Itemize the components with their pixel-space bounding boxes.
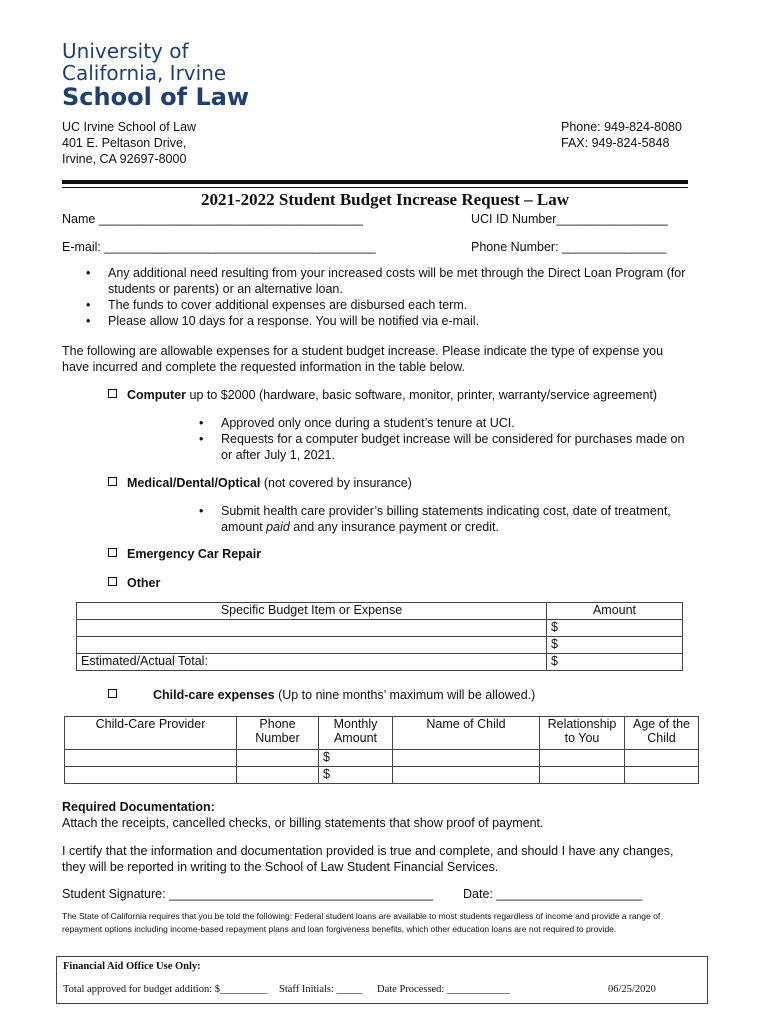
bullet-item: • Approved only once during a student’s tenure at UCI. xyxy=(199,415,691,431)
computer-checkbox[interactable] xyxy=(108,389,117,398)
phone-number-field[interactable]: Phone Number: _______________ xyxy=(471,240,667,254)
childcare-cell[interactable] xyxy=(393,767,540,784)
medical-bullets xyxy=(199,503,691,535)
table-row xyxy=(77,654,683,671)
required-docs xyxy=(62,799,544,831)
childcare-checkbox[interactable] xyxy=(108,689,117,698)
header-rule-thick xyxy=(62,180,688,184)
budget-total-cell[interactable]: $ xyxy=(547,654,683,671)
table-row xyxy=(77,603,683,620)
childcare-header-relationship: Relationship to You xyxy=(540,717,625,750)
childcare-header-amount: Monthly Amount xyxy=(319,717,393,750)
table-row xyxy=(65,767,699,784)
emergency-option[interactable] xyxy=(108,546,261,562)
office-use-box xyxy=(56,956,708,1004)
intro-text: The following are allowable expenses for a student budget increase. Please indicate the type of expense you have incurred and complete the requested information in the table below. xyxy=(62,344,664,374)
childcare-amount-cell[interactable]: $ xyxy=(319,750,393,767)
childcare-desc: (Up to nine months’ maximum will be allowed.) xyxy=(274,688,536,702)
address-block xyxy=(62,119,196,167)
childcare-cell[interactable] xyxy=(237,750,319,767)
emergency-checkbox[interactable] xyxy=(108,548,117,557)
name-field[interactable]: Name ______________________________________ xyxy=(62,212,363,226)
medical-desc: (not covered by insurance) xyxy=(260,476,412,490)
date-processed-field[interactable]: Date Processed: ____________ xyxy=(377,984,510,995)
budget-header-amount: Amount xyxy=(547,603,683,620)
childcare-option[interactable] xyxy=(108,687,535,703)
email-field[interactable]: E-mail: _______________________________________ xyxy=(62,240,376,254)
computer-desc: up to $2000 (hardware, basic software, monitor, printer, warranty/service agreement) xyxy=(186,388,658,402)
page-title: 2021-2022 Student Budget Increase Request – Law xyxy=(200,190,570,209)
logo-line-3: School of Law xyxy=(62,83,250,111)
bullet-item: • Any additional need resulting from your increased costs will be met through the Direct Loan Program (for students or parents) or an alternative loan. xyxy=(86,265,696,297)
logo-line-2: California, Irvine xyxy=(62,61,227,85)
medical-checkbox[interactable] xyxy=(108,477,117,486)
office-heading: Financial Aid Office Use Only: xyxy=(63,961,201,972)
childcare-cell[interactable] xyxy=(540,767,625,784)
contact-block xyxy=(561,119,682,151)
computer-label: Computer xyxy=(127,388,187,402)
other-checkbox[interactable] xyxy=(108,577,117,586)
budget-amount-cell[interactable]: $ xyxy=(547,637,683,654)
childcare-header-child: Name of Child xyxy=(393,717,540,750)
form-date: 06/25/2020 xyxy=(608,984,656,995)
logo-line-1: University of xyxy=(62,39,189,63)
staff-initials-field[interactable]: Staff Initials: _____ xyxy=(279,984,363,995)
required-heading: Required Documentation: xyxy=(62,800,215,814)
emergency-label: Emergency Car Repair xyxy=(127,547,262,561)
budget-total-label: Estimated/Actual Total: xyxy=(77,654,547,671)
table-row xyxy=(77,637,683,654)
budget-header-item: Specific Budget Item or Expense xyxy=(77,603,547,620)
signature-field[interactable]: Student Signature: ______________________________________ xyxy=(62,887,434,901)
childcare-cell[interactable] xyxy=(625,750,699,767)
budget-item-cell[interactable] xyxy=(77,637,547,654)
address-line-3: Irvine, CA 92697-8000 xyxy=(62,152,187,166)
address-line-2: 401 E. Peltason Drive, xyxy=(62,136,187,150)
childcare-cell[interactable] xyxy=(540,750,625,767)
childcare-label: Child-care expenses xyxy=(153,688,275,702)
childcare-table xyxy=(64,716,699,784)
childcare-cell[interactable] xyxy=(65,750,237,767)
table-row xyxy=(65,717,699,750)
childcare-amount-cell[interactable]: $ xyxy=(319,767,393,784)
phone-text: Phone: 949-824-8080 xyxy=(561,120,682,134)
bullet-item: • Please allow 10 days for a response. You will be notified via e-mail. xyxy=(86,313,696,329)
info-bullets xyxy=(86,265,696,329)
computer-bullets xyxy=(199,415,691,463)
address-line-1: UC Irvine School of Law xyxy=(62,120,197,134)
budget-item-cell[interactable] xyxy=(77,620,547,637)
budget-table xyxy=(76,602,683,671)
childcare-cell[interactable] xyxy=(393,750,540,767)
bullet-item: • Requests for a computer budget increase will be considered for purchases made on or after July 1, 2021. xyxy=(199,431,691,463)
date-field[interactable]: Date: _____________________ xyxy=(463,887,643,901)
header-rule-thin xyxy=(62,187,688,188)
certify-text: I certify that the information and documentation provided is true and complete, and should I have any changes, they will be reported in writing to the School of Law Student Financial Services. xyxy=(62,844,674,874)
childcare-cell[interactable] xyxy=(237,767,319,784)
computer-option[interactable] xyxy=(108,387,657,403)
medical-label: Medical/Dental/Optical xyxy=(127,476,261,490)
medical-option[interactable] xyxy=(108,475,412,491)
required-text: Attach the receipts, cancelled checks, or billing statements that show proof of payment. xyxy=(62,816,544,830)
childcare-header-age: Age of the Child xyxy=(625,717,699,750)
medical-bullet-text-c: and any insurance payment or credit. xyxy=(289,520,499,534)
medical-bullet-text-a: Submit health care provider’s billing statements indicating cost, date of treatment, amount xyxy=(221,504,671,534)
other-label: Other xyxy=(127,576,161,590)
bullet-item: • The funds to cover additional expenses are disbursed each term. xyxy=(86,297,696,313)
other-option[interactable] xyxy=(108,575,160,591)
table-row xyxy=(65,750,699,767)
childcare-cell[interactable] xyxy=(625,767,699,784)
medical-bullet-text-b: paid xyxy=(266,520,290,534)
childcare-cell[interactable] xyxy=(65,767,237,784)
childcare-header-provider: Child-Care Provider xyxy=(65,717,237,750)
total-approved-field[interactable]: Total approved for budget addition: $_________ xyxy=(63,984,268,995)
uci-id-field[interactable]: UCI ID Number________________ xyxy=(471,212,668,226)
table-row xyxy=(77,620,683,637)
childcare-header-phone: Phone Number xyxy=(237,717,319,750)
fax-text: FAX: 949-824-5848 xyxy=(561,136,670,150)
bullet-item xyxy=(199,503,691,535)
budget-amount-cell[interactable]: $ xyxy=(547,620,683,637)
disclaimer-text: The State of California requires that you be told the following: Federal student loans are available to most students regardless of income and provide a range of repayment options including income-based repayment plans and loan forgiveness benefits, which other education loans are not required to provide. xyxy=(62,911,661,934)
